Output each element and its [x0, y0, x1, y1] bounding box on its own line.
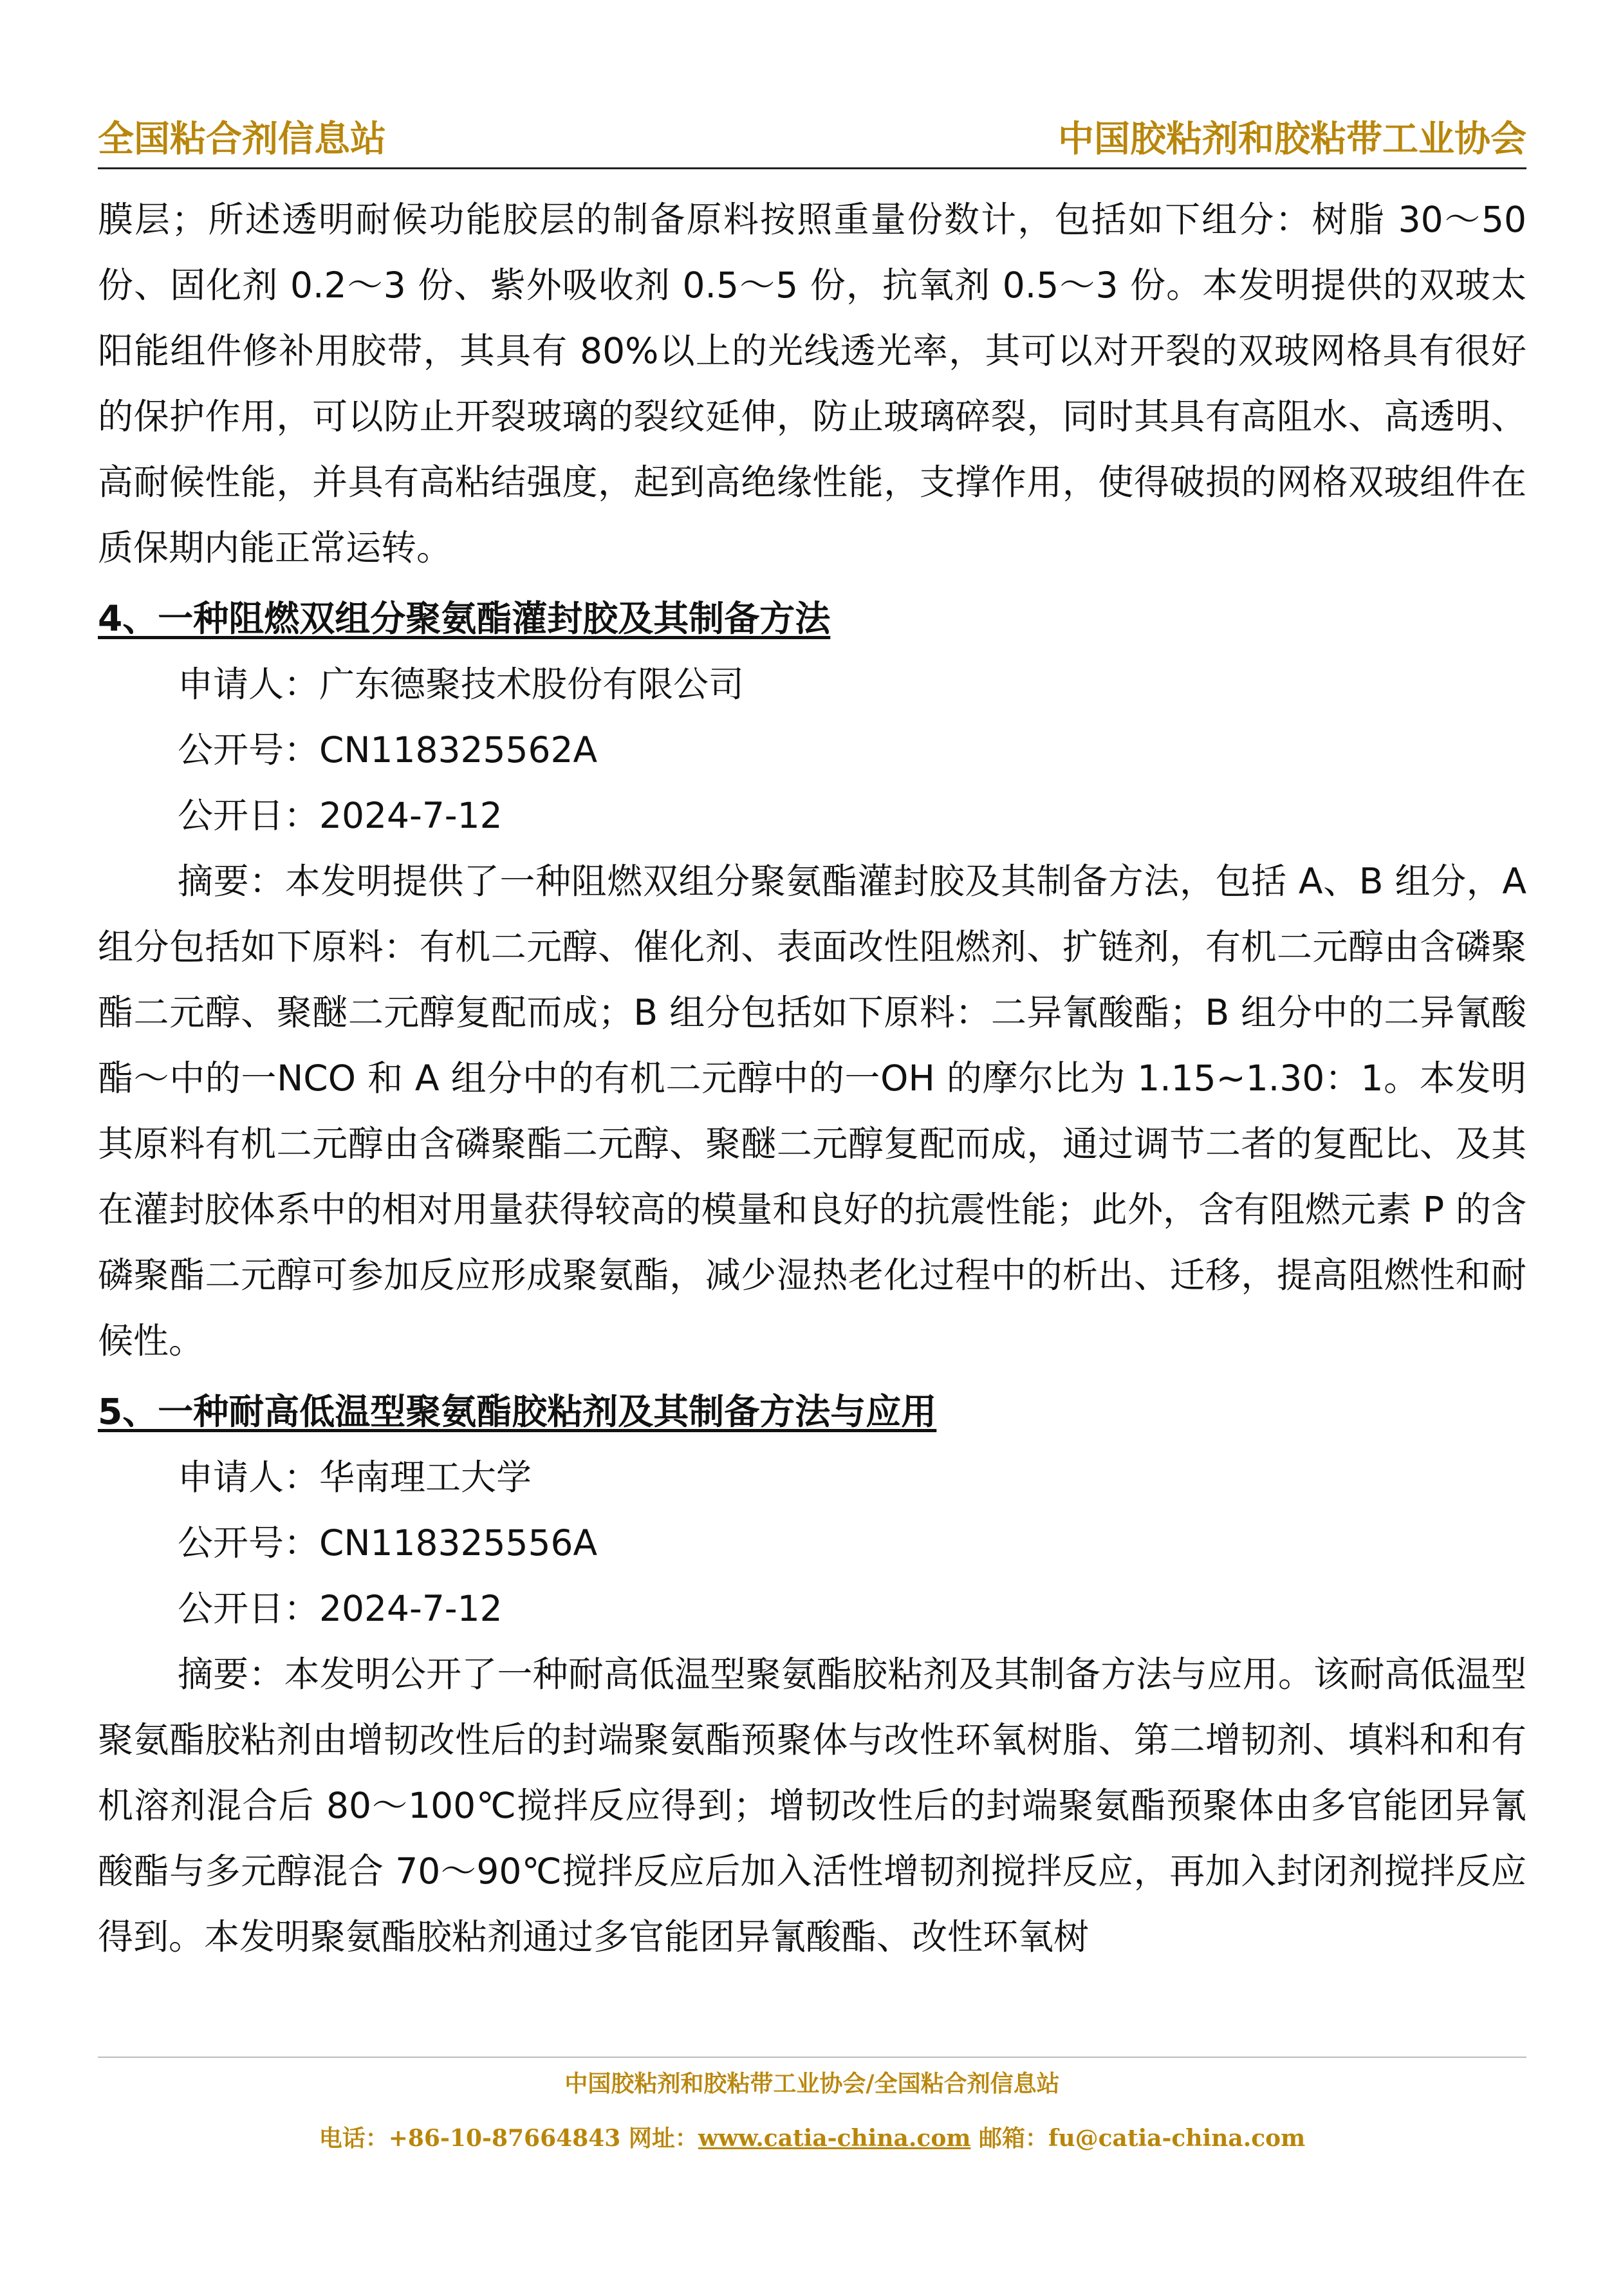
intro-paragraph: 膜层；所述透明耐候功能胶层的制备原料按照重量份数计，包括如下组分：树脂 30～50 份、固化剂 0.2～3 份、紫外吸收剂 0.5～5 份，抗氧剂 0.5～3 份。本发明提供的双玻太阳能组件修补用胶带，其具有 80%以上的光线透光率，其可以对开裂的双玻网格具有很好的保护作用，可以防止开裂玻璃的裂纹延伸，防止玻璃碎裂，同时其具有高阻水、高透明、高耐候性能，并具有高粘结强度，起到高绝缘性能，支撑作用，使得破损的网格双玻组件在质保期内能正常运转。: [98, 199, 1526, 568]
footer-website-link[interactable]: www.catia-china.com: [698, 2125, 971, 2152]
patent-entry-5: [98, 1379, 1526, 1970]
entry-applicant: 申请人：广东德聚技术股份有限公司: [178, 664, 745, 705]
entry-publication-date: 公开日：2024-7-12: [178, 1588, 503, 1629]
footer-organization: 中国胶粘剂和胶粘带工业协会/全国粘合剂信息站: [564, 2070, 1060, 2097]
footer-contact: [98, 2120, 1526, 2153]
entry-title: 5、一种耐高低温型聚氨酯胶粘剂及其制备方法与应用: [98, 1391, 937, 1432]
page-header: [98, 109, 1526, 169]
entry-applicant: 申请人：华南理工大学: [178, 1457, 532, 1498]
header-left-title: 全国粘合剂信息站: [98, 118, 386, 160]
entry-abstract: 摘要：本发明公开了一种耐高低温型聚氨酯胶粘剂及其制备方法与应用。该耐高低温型聚氨酯胶粘剂由增韧改性后的封端聚氨酯预聚体与改性环氧树脂、第二增韧剂、填料和和有机溶剂混合后 80～100℃搅拌反应得到；增韧改性后的封端聚氨酯预聚体由多官能团异氰酸酯与多元醇混合 70～90℃搅拌反应后加入活性增韧剂搅拌反应，再加入封闭剂搅拌反应得到。本发明聚氨酯胶粘剂通过多官能团异氰酸酯、改性环氧树: [98, 1654, 1526, 1957]
entry-publication-number: 公开号：CN118325562A: [178, 729, 598, 770]
entry-abstract: 摘要：本发明提供了一种阻燃双组分聚氨酯灌封胶及其制备方法，包括 A、B 组分，A 组分包括如下原料：有机二元醇、催化剂、表面改性阻燃剂、扩链剂，有机二元醇由含磷聚酯二元醇、聚醚二元醇复配而成；B 组分包括如下原料：二异氰酸酯；B 组分中的二异氰酸酯～中的一NCO 和 A 组分中的有机二元醇中的一OH 的摩尔比为 1.15~1.30：1。本发明其原料有机二元醇由含磷聚酯二元醇、聚醚二元醇复配而成，通过调节二者的复配比、及其在灌封胶体系中的相对用量获得较高的模量和良好的抗震性能；此外，含有阻燃元素 P 的含磷聚酯二元醇可参加反应形成聚氨酯，减少湿热老化过程中的析出、迁移，提高阻燃性和耐候性。: [98, 861, 1526, 1361]
entry-publication-date: 公开日：2024-7-12: [178, 795, 503, 836]
footer-email: 邮箱：fu@catia-china.com: [970, 2125, 1306, 2152]
patent-entry-4: [98, 586, 1526, 1374]
header-right-title: 中国胶粘剂和胶粘带工业协会: [1058, 118, 1526, 160]
footer-phone: 电话：+86-10-87664843 网址：: [319, 2125, 698, 2152]
document-body: [98, 187, 1526, 1970]
entry-publication-number: 公开号：CN118325556A: [178, 1522, 598, 1563]
page-footer: [98, 2057, 1526, 2153]
entry-title: 4、一种阻燃双组分聚氨酯灌封胶及其制备方法: [98, 598, 831, 639]
